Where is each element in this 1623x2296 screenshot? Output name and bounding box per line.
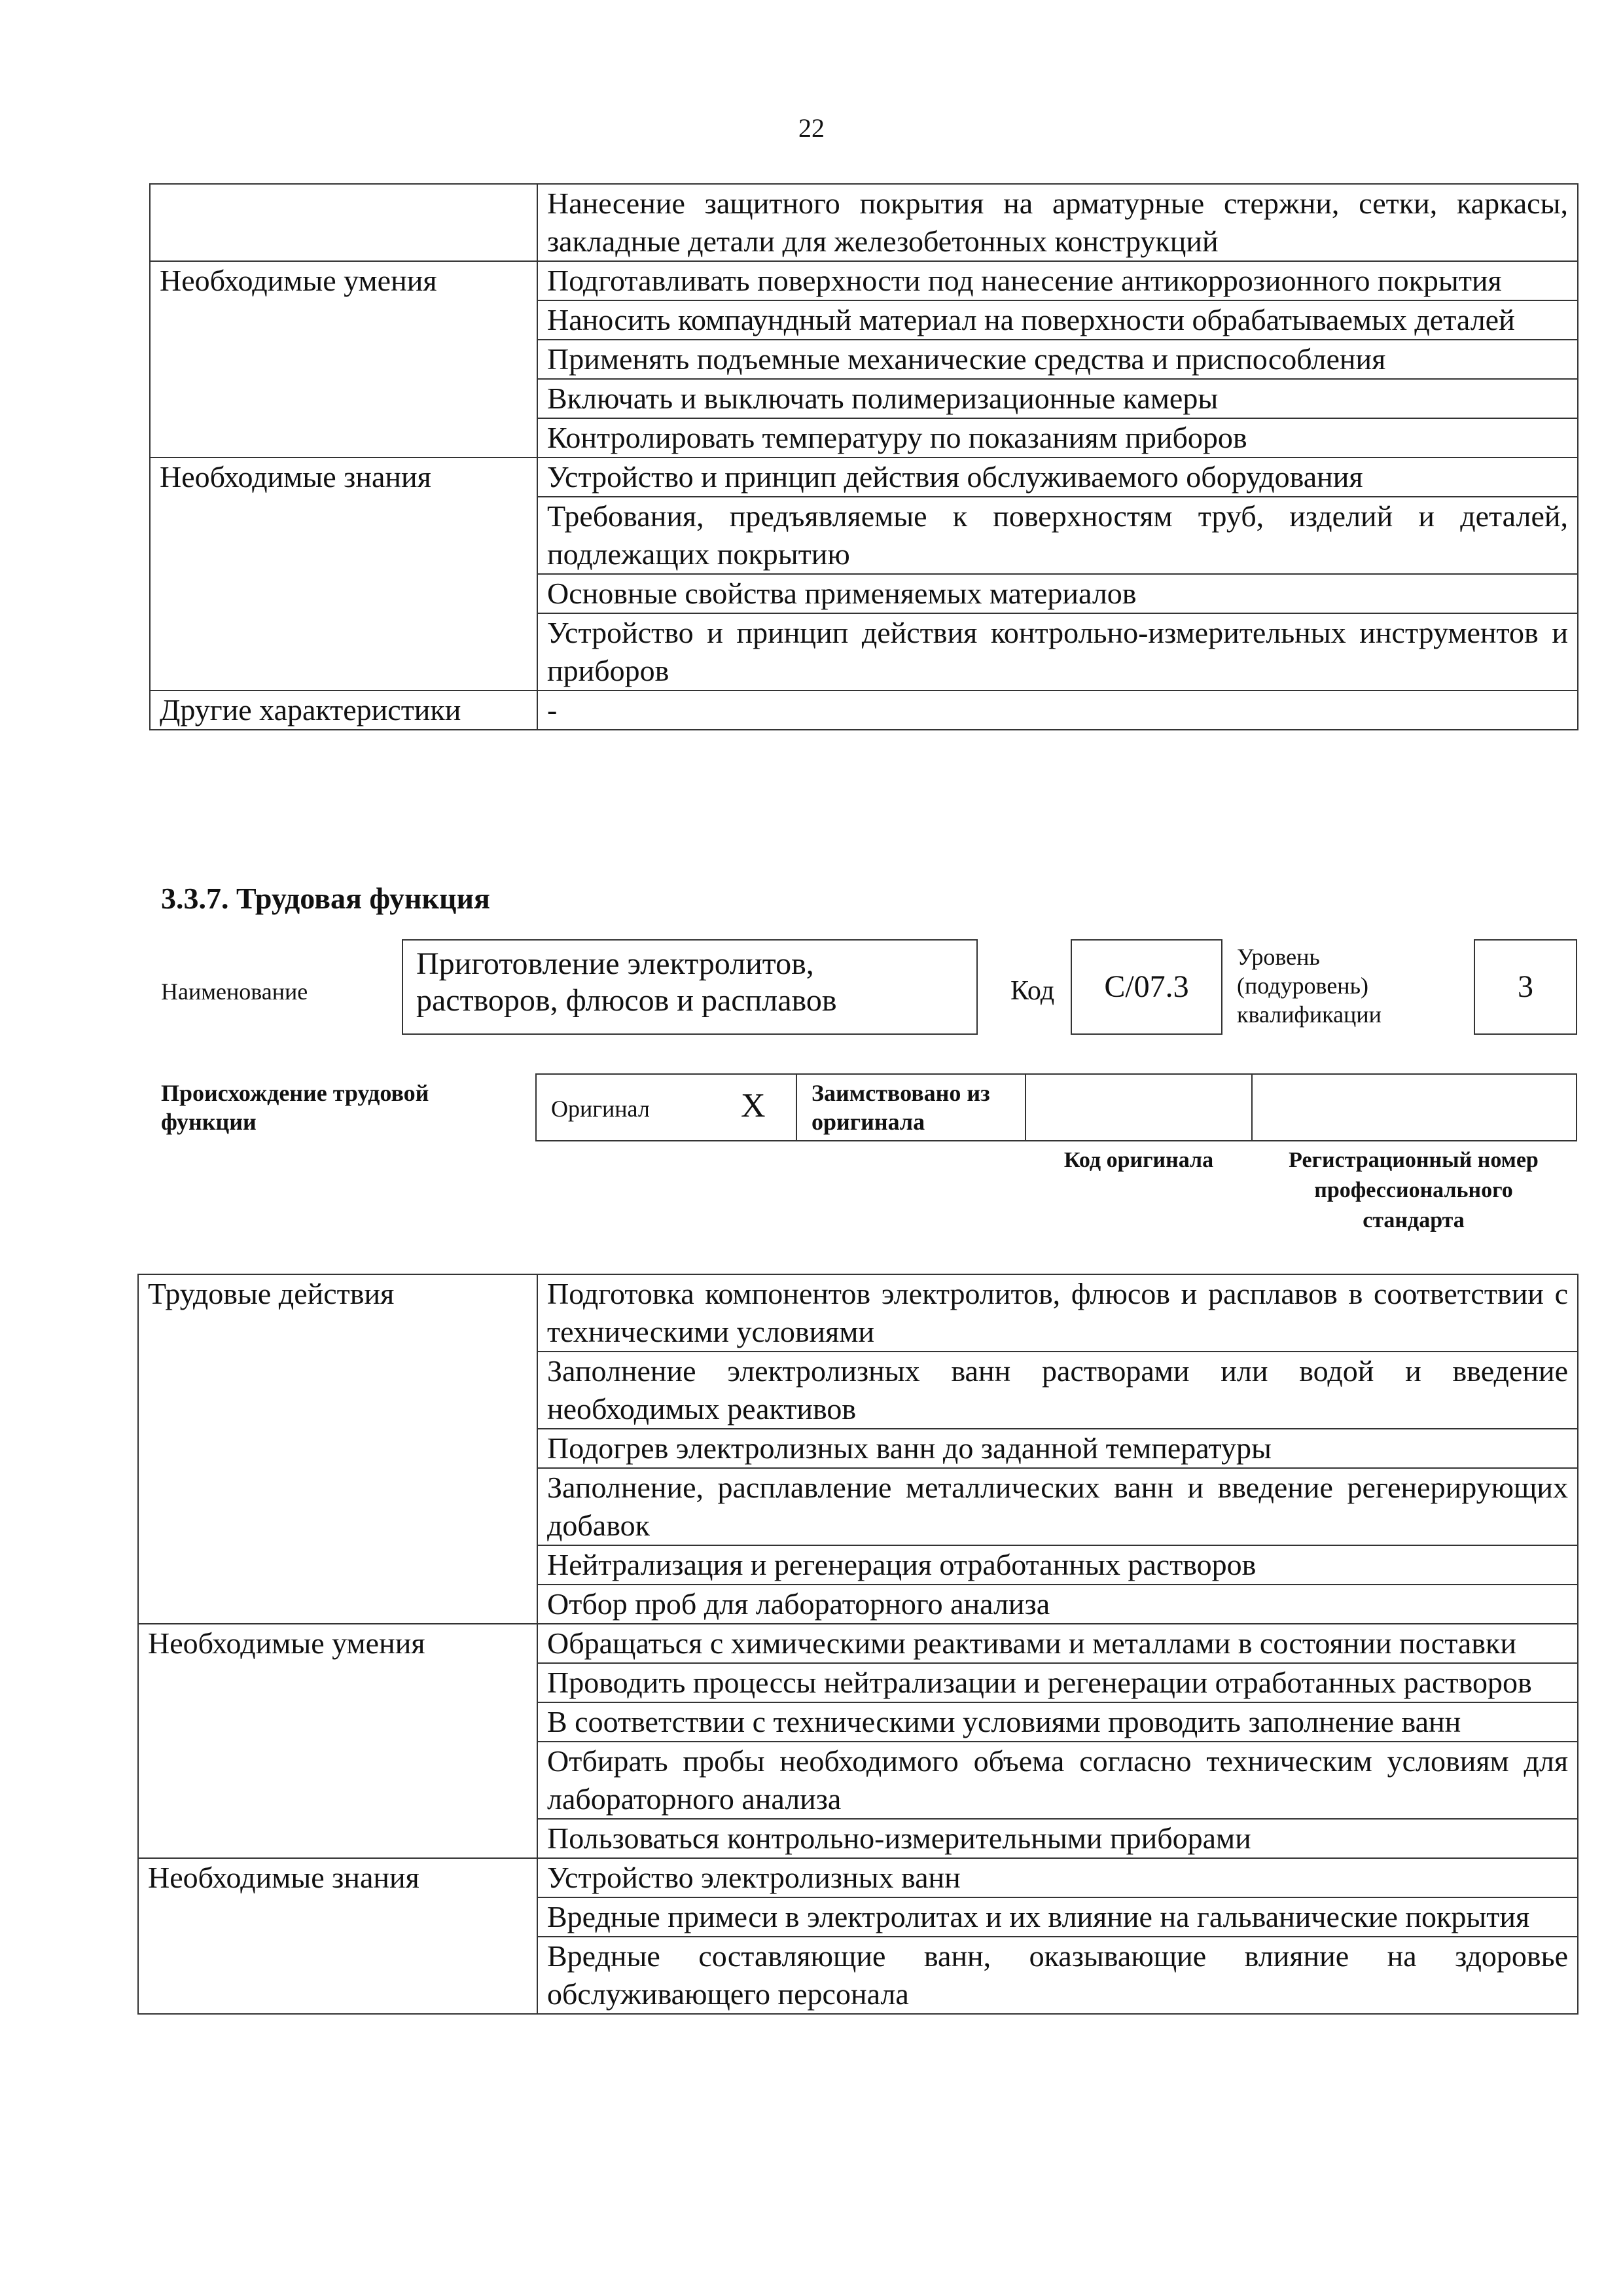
row-item: Подготавливать поверхности под нанесение антикоррозионного покрытия xyxy=(537,261,1578,300)
table-row xyxy=(150,184,1578,261)
row-item: Устройство электролизных ванн xyxy=(537,1858,1578,1897)
row-item: Вредные составляющие ванн, оказывающие влияние на здоровье обслуживающего персонала xyxy=(537,1937,1578,2014)
row-item: Пользоваться контрольно-измерительными приборами xyxy=(537,1819,1578,1858)
level-label: Уровень (подуровень) квалификации xyxy=(1237,944,1382,1028)
row-item: - xyxy=(537,691,1578,730)
borrowed-label: Заимствовано из оригинала xyxy=(812,1080,990,1135)
row-category: Трудовые действия xyxy=(138,1274,537,1624)
row-item: Наносить компаундный материал на поверхности обрабатываемых деталей xyxy=(537,300,1578,340)
function-name-value: Приготовление электролитов, растворов, флюсов и расплавов xyxy=(416,946,837,1018)
row-item: Устройство и принцип действия контрольно-измерительных инструментов и приборов xyxy=(537,613,1578,691)
row-item: Подогрев электролизных ванн до заданной температуры xyxy=(537,1429,1578,1468)
code-original-cell xyxy=(1025,1073,1253,1141)
row-item: Обращаться с химическими реактивами и металлами в состоянии поставки xyxy=(537,1624,1578,1663)
row-item: Вредные примеси в электролитах и их влияние на гальванические покрытия xyxy=(537,1897,1578,1937)
row-item: Заполнение электролизных ванн растворами или водой и введение необходимых реактивов xyxy=(537,1352,1578,1429)
row-item: Устройство и принцип действия обслуживаемого оборудования xyxy=(537,457,1578,497)
code-value: С/07.3 xyxy=(1104,969,1189,1004)
level-box xyxy=(1474,939,1577,1035)
row-category xyxy=(150,184,537,261)
reg-number-cell xyxy=(1251,1073,1577,1141)
row-item: Подготовка компонентов электролитов, флюсов и расплавов в соответствии с техническими условиями xyxy=(537,1274,1578,1352)
origin-label: Происхождение трудовой функции xyxy=(161,1080,429,1135)
row-item: В соответствии с техническими условиями проводить заполнение ванн xyxy=(537,1702,1578,1742)
row-item: Отбор проб для лабораторного анализа xyxy=(537,1585,1578,1624)
row-category: Другие характеристики xyxy=(150,691,537,730)
row-item: Применять подъемные механические средства и приспособления xyxy=(537,340,1578,379)
table-row xyxy=(138,1274,1578,1352)
skills-table-continued xyxy=(149,183,1578,730)
labor-function-table xyxy=(137,1274,1578,2015)
page-number: 22 xyxy=(798,113,825,143)
row-item: Проводить процессы нейтрализации и регенерации отработанных растворов xyxy=(537,1663,1578,1702)
name-label: Наименование xyxy=(161,978,308,1005)
origin-original-cell xyxy=(535,1073,797,1141)
row-category: Необходимые знания xyxy=(150,457,537,691)
table-row xyxy=(138,1624,1578,1663)
original-label: Оригинал xyxy=(551,1096,650,1122)
table-row xyxy=(150,457,1578,497)
code-original-label: Код оригинала xyxy=(1063,1148,1214,1172)
level-value: 3 xyxy=(1518,969,1533,1004)
section-title: 3.3.7. Трудовая функция xyxy=(161,882,490,915)
row-item: Контролировать температуру по показаниям приборов xyxy=(537,418,1578,457)
code-box xyxy=(1071,939,1222,1035)
row-category: Необходимые умения xyxy=(150,261,537,457)
table-row xyxy=(138,1858,1578,1897)
row-category: Необходимые знания xyxy=(138,1858,537,2014)
row-item: Требования, предъявляемые к поверхностям труб, изделий и деталей, подлежащих покрытию xyxy=(537,497,1578,574)
table-row xyxy=(150,691,1578,730)
function-name-box xyxy=(402,939,978,1035)
borrowed-cell xyxy=(796,1073,1026,1141)
row-item: Нанесение защитного покрытия на арматурные стержни, сетки, каркасы, закладные детали для железобетонных конструкций xyxy=(537,184,1578,261)
table-row xyxy=(150,261,1578,300)
original-mark: Х xyxy=(741,1087,766,1124)
reg-number-label: Регистрационный номер профессионального стандарта xyxy=(1289,1148,1539,1232)
row-item: Включать и выключать полимеризационные камеры xyxy=(537,379,1578,418)
row-item: Нейтрализация и регенерация отработанных растворов xyxy=(537,1545,1578,1585)
code-label: Код xyxy=(1010,976,1055,1006)
row-item: Основные свойства применяемых материалов xyxy=(537,574,1578,613)
row-item: Заполнение, расплавление металлических ванн и введение регенерирующих добавок xyxy=(537,1468,1578,1545)
row-item: Отбирать пробы необходимого объема согласно техническим условиям для лабораторного анализа xyxy=(537,1742,1578,1819)
row-category: Необходимые умения xyxy=(138,1624,537,1858)
